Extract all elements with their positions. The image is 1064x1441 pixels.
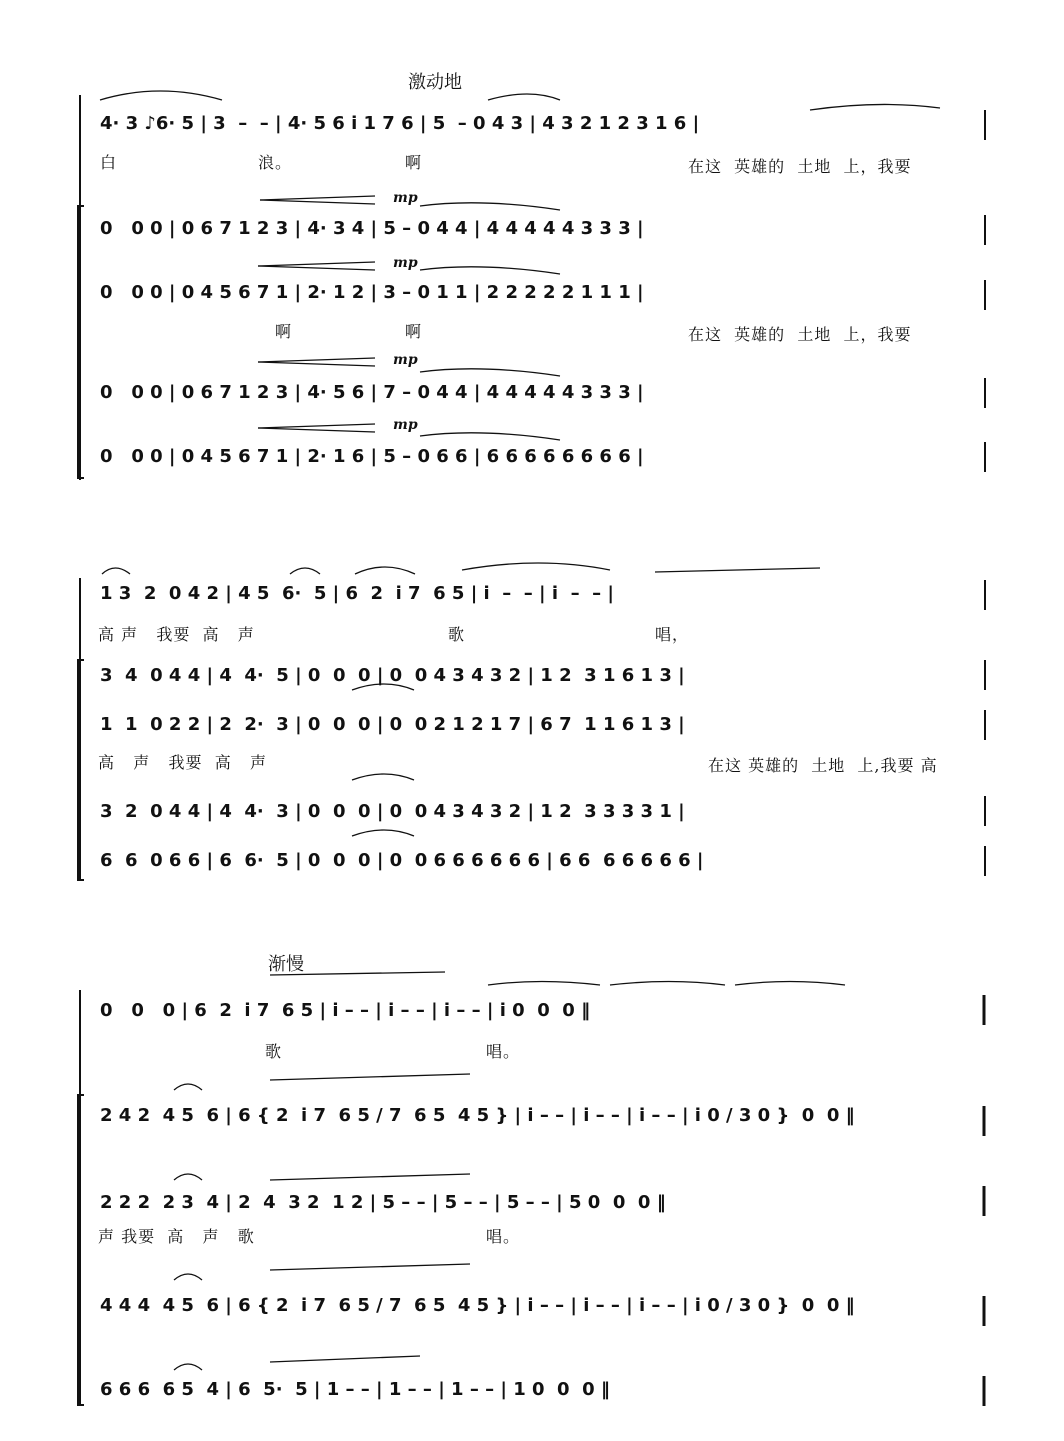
lyric: 白 xyxy=(100,153,118,172)
harmony-line: 6 6 6 6 5 4 | 6 5· 5 | 1 – – | 1 – – | 1 – – | 1 0 0 0 ‖ xyxy=(100,1379,610,1400)
tempo-marking: 渐慢 xyxy=(268,954,304,975)
lyric: 浪。 xyxy=(258,153,293,172)
lyric: 唱。 xyxy=(486,1227,521,1246)
harmony-line: 2 2 2 2 3 4 | 2 4 3 2 1 2 | 5 – – | 5 – – | 5 – – | 5 0 0 0 ‖ xyxy=(100,1192,666,1213)
harmony-line: 2 4 2 4 5 6 | 6 { 2 i 7 6 5 / 7 6 5 4 5 } | i – – | i – – | i – – | i 0 / 3 0 } 0 0 ‖ xyxy=(100,1105,855,1126)
lyric: 啊 xyxy=(405,322,423,341)
lyric: 在这 英雄的 土地 上，我要 xyxy=(688,157,912,176)
melody-line: 0 0 0 | 6 2 i 7 6 5 | i – – | i – – | i – – | i 0 0 0 ‖ xyxy=(100,1000,591,1021)
lyric: 歌 xyxy=(448,625,466,644)
harmony-line: 4 4 4 4 5 6 | 6 { 2 i 7 6 5 / 7 6 5 4 5 } | i – – | i – – | i – – | i 0 / 3 0 } 0 0 ‖ xyxy=(100,1295,855,1316)
harmony-line: 0 0 0 | 0 6 7 1 2 3 | 4· 3 4 | 5 – 0 4 4 | 4 4 4 4 4 3 3 3 | xyxy=(100,218,644,239)
dynamic-marking: mp xyxy=(393,255,418,271)
lyric: 唱。 xyxy=(486,1042,521,1061)
harmony-line: 3 2 0 4 4 | 4 4· 3 | 0 0 0 | 0 0 4 3 4 3 2 | 1 2 3 3 3 3 1 | xyxy=(100,801,685,822)
lyric: 啊 xyxy=(275,322,293,341)
harmony-line: 0 0 0 | 0 4 5 6 7 1 | 2· 1 2 | 3 – 0 1 1 | 2 2 2 2 2 1 1 1 | xyxy=(100,282,644,303)
lyric: 声 我要 高 声 歌 xyxy=(98,1227,255,1246)
dynamic-marking: mp xyxy=(393,352,418,368)
lyric: 高 声 我要 高 声 xyxy=(98,625,255,644)
melody-line: 1 3 2 0 4 2 | 4 5 6· 5 | 6 2 i 7 6 5 | i – – | i – – | xyxy=(100,583,614,604)
harmony-line: 3 4 0 4 4 | 4 4· 5 | 0 0 0 | 0 0 4 3 4 3 2 | 1 2 3 1 6 1 3 | xyxy=(100,665,685,686)
dynamic-marking: mp xyxy=(393,417,418,433)
harmony-line: 1 1 0 2 2 | 2 2· 3 | 0 0 0 | 0 0 2 1 2 1 7 | 6 7 1 1 6 1 3 | xyxy=(100,714,685,735)
harmony-line: 0 0 0 | 0 6 7 1 2 3 | 4· 5 6 | 7 – 0 4 4 | 4 4 4 4 4 3 3 3 | xyxy=(100,382,644,403)
dynamic-marking: mp xyxy=(393,190,418,206)
lyric: 歌 xyxy=(265,1042,283,1061)
tempo-marking: 激动地 xyxy=(408,72,462,93)
melody-line: 4· 3 ♪6· 5 | 3 – – | 4· 5 6 i 1 7 6 | 5 – 0 4 3 | 4 3 2 1 2 3 1 6 | xyxy=(100,113,700,134)
lyric: 啊 xyxy=(405,153,423,172)
harmony-line: 6 6 0 6 6 | 6 6· 5 | 0 0 0 | 0 0 6 6 6 6 6 6 | 6 6 6 6 6 6 6 | xyxy=(100,850,704,871)
lyric: 唱， xyxy=(655,625,690,644)
lyric: 在这 英雄的 土地 上，我要 xyxy=(688,325,912,344)
lyric: 在这 英雄的 土地 上,我要 高 xyxy=(708,756,938,775)
harmony-line: 0 0 0 | 0 4 5 6 7 1 | 2· 1 6 | 5 – 0 6 6 | 6 6 6 6 6 6 6 6 | xyxy=(100,446,644,467)
lyric: 高 声 我要 高 声 xyxy=(98,753,267,772)
